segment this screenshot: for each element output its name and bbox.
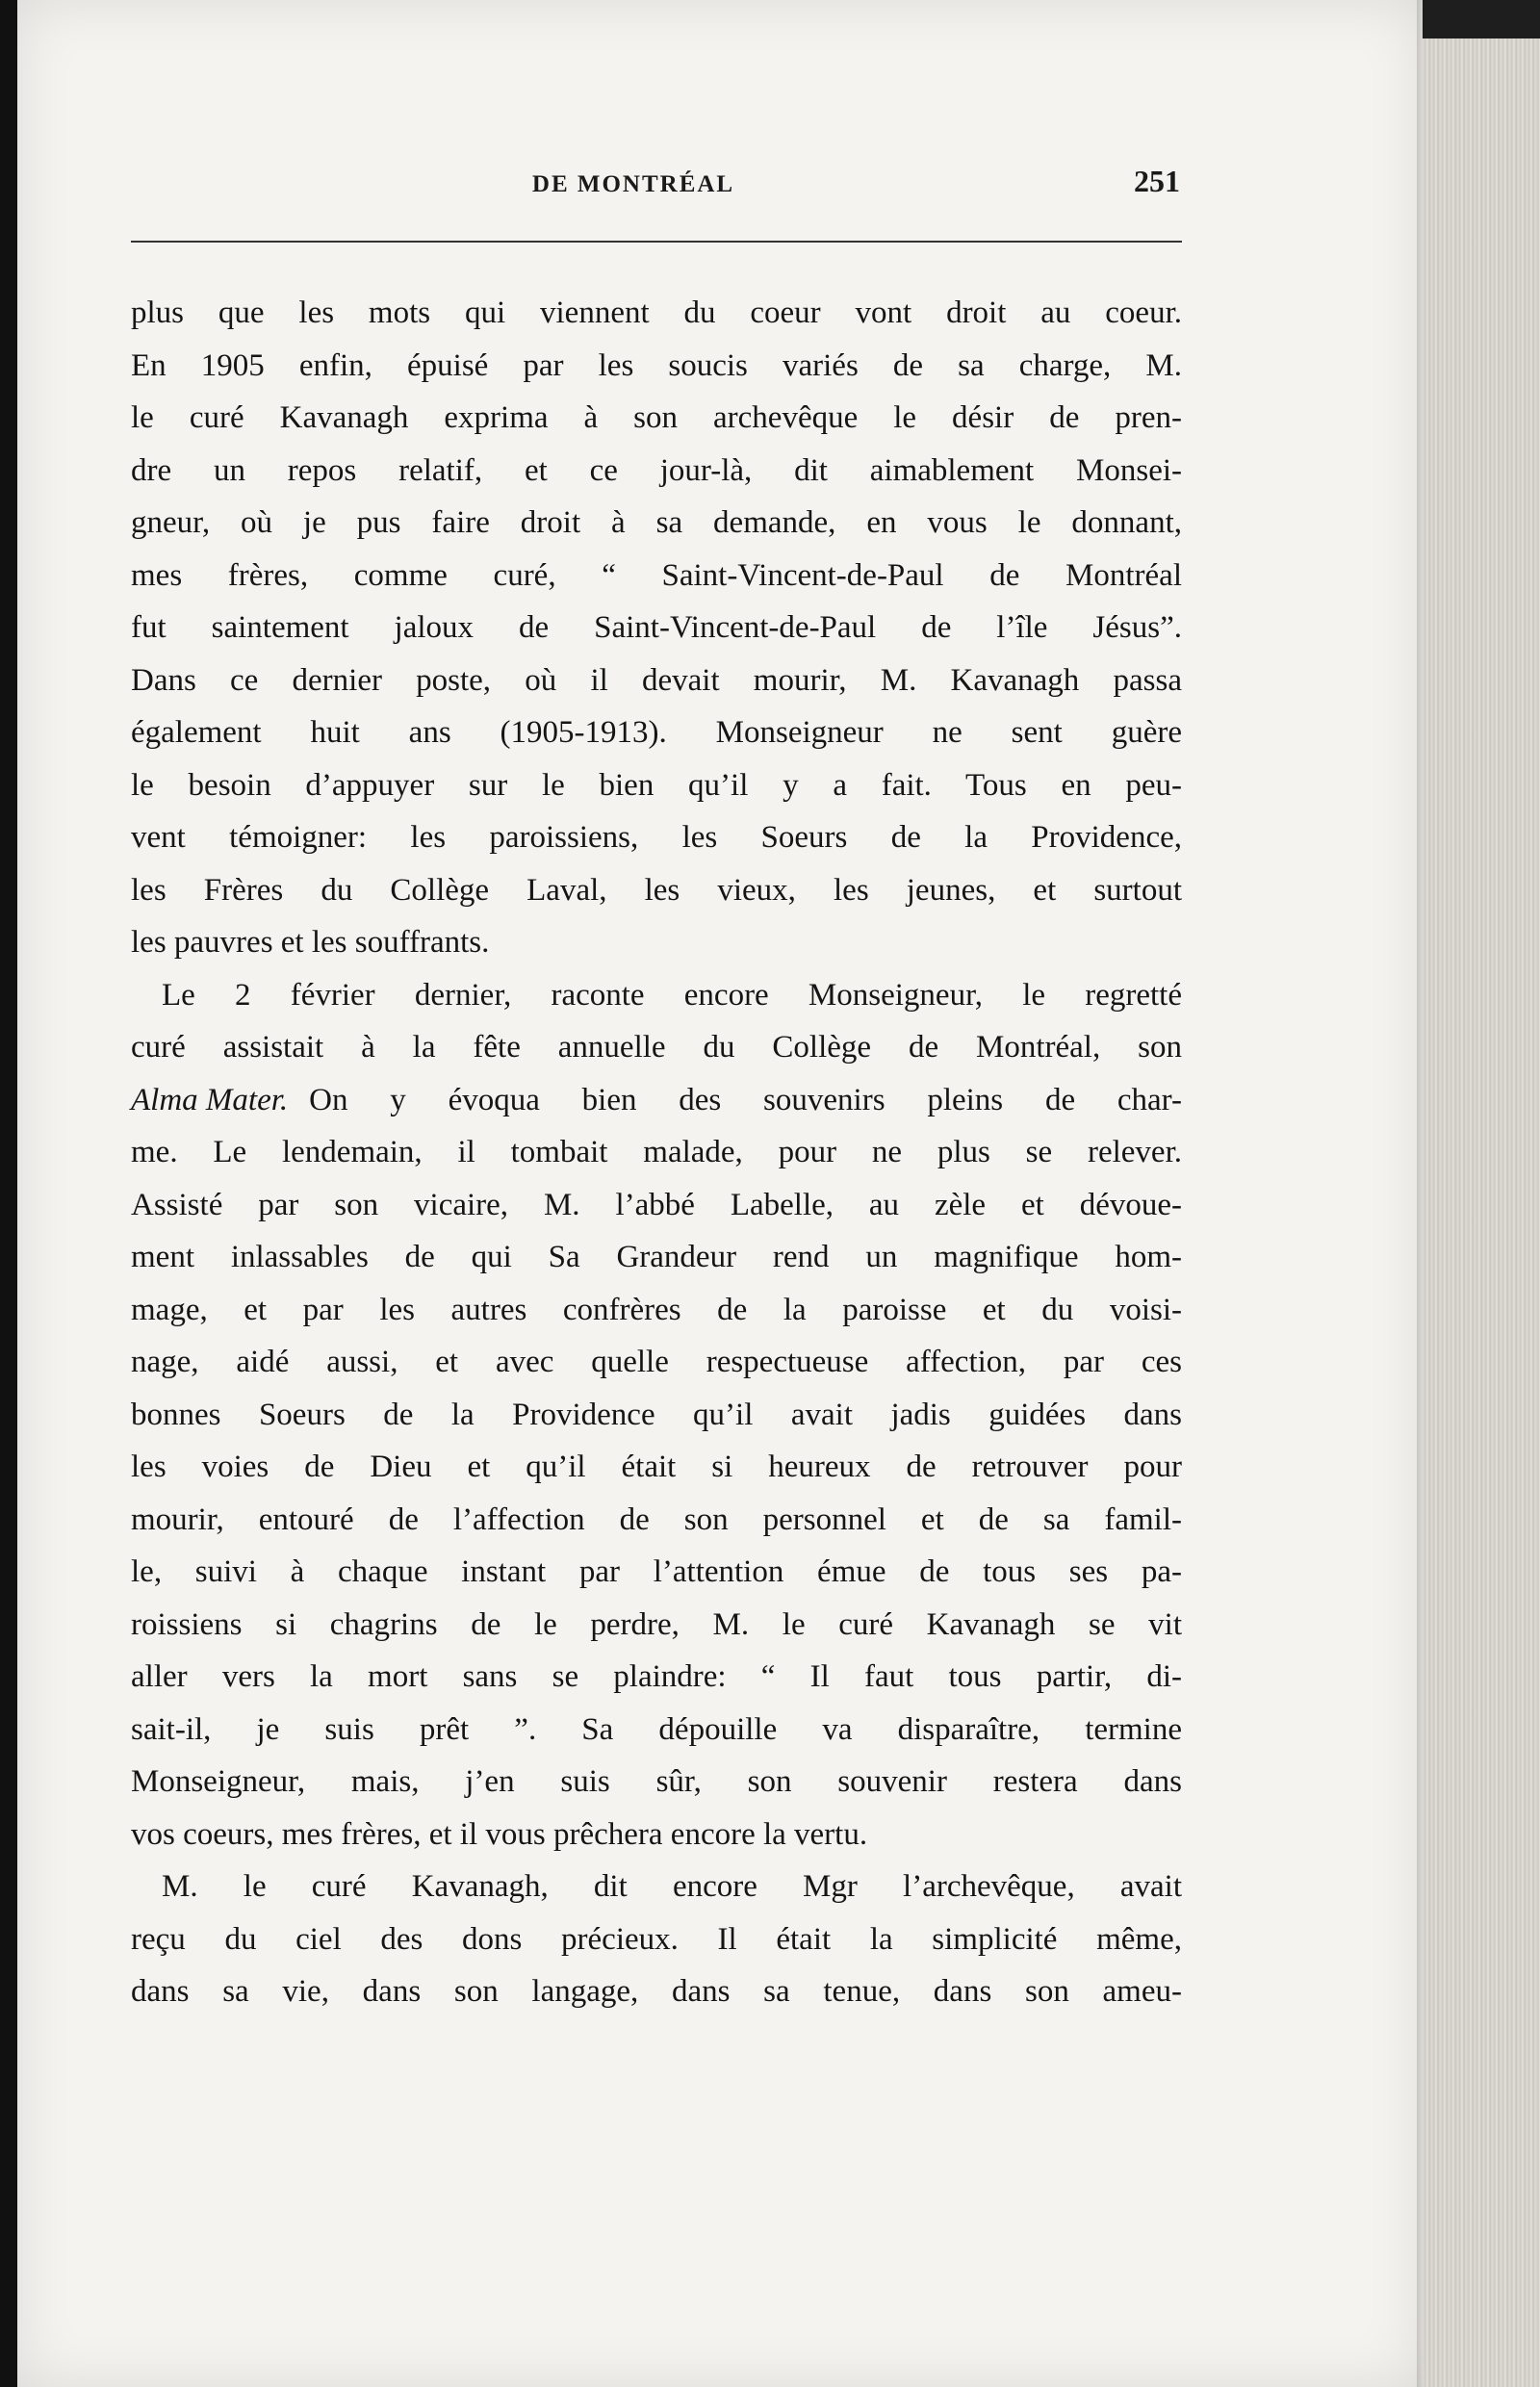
body-text bbox=[131, 287, 1182, 2018]
text-line: mourir, entouré de l’affection de son personnel et de sa famil- bbox=[131, 1502, 1182, 1537]
italic-title: Alma Mater. bbox=[131, 1082, 289, 1117]
text-line: bonnes Soeurs de la Providence qu’il avait jadis guidées dans bbox=[131, 1397, 1182, 1432]
book-page-edges bbox=[1423, 38, 1540, 2387]
text-line: sait-il, je suis prêt ”. Sa dépouille va disparaître, termine bbox=[131, 1711, 1182, 1747]
text-line: En 1905 enfin, épuisé par les soucis variés de sa charge, M. bbox=[131, 347, 1182, 383]
text-line: dans sa vie, dans son langage, dans sa tenue, dans son ameu- bbox=[131, 1974, 1182, 2009]
text-line: le besoin d’appuyer sur le bien qu’il y a fait. Tous en peu- bbox=[131, 767, 1182, 803]
text-line: le curé Kavanagh exprima à son archevêque le désir de pren- bbox=[131, 400, 1182, 435]
book-page bbox=[17, 0, 1423, 2387]
text-line: Dans ce dernier poste, où il devait mourir, M. Kavanagh passa bbox=[131, 662, 1182, 698]
text-line: vent témoigner: les paroissiens, les Soeurs de la Providence, bbox=[131, 820, 1182, 855]
text-line: vos coeurs, mes frères, et il vous prêchera encore la vertu. bbox=[131, 1816, 868, 1852]
running-head: DE MONTRÉAL bbox=[531, 171, 735, 197]
text-line: dre un repos relatif, et ce jour-là, dit aimablement Monsei- bbox=[131, 452, 1182, 488]
paragraph-start-line: Le 2 février dernier, raconte encore Monseigneur, le regretté bbox=[162, 977, 1182, 1013]
text-line: ment inlassables de qui Sa Grandeur rend un magnifique hom- bbox=[131, 1240, 1182, 1274]
page-number: 251 bbox=[1134, 164, 1180, 198]
text-line: curé assistait à la fête annuelle du Collège de Montréal, son bbox=[131, 1030, 1182, 1065]
text-line: reçu du ciel des dons précieux. Il était la simplicité même, bbox=[131, 1921, 1182, 1957]
text-line: Assisté par son vicaire, M. l’abbé Labelle, au zèle et dévoue- bbox=[131, 1187, 1182, 1222]
text-line: les Frères du Collège Laval, les vieux, les jeunes, et surtout bbox=[131, 872, 1182, 908]
text-line: me. Le lendemain, il tombait malade, pour ne plus se relever. bbox=[131, 1135, 1182, 1169]
paragraph-start-line: M. le curé Kavanagh, dit encore Mgr l’archevêque, avait bbox=[162, 1869, 1182, 1904]
text-line: Monseigneur, mais, j’en suis sûr, son souvenir restera dans bbox=[131, 1764, 1182, 1799]
text-line: mage, et par les autres confrères de la paroisse et du voisi- bbox=[131, 1292, 1182, 1327]
text-line-mixed bbox=[131, 1074, 1182, 1127]
text-line: les voies de Dieu et qu’il était si heureux de retrouver pour bbox=[131, 1450, 1182, 1484]
text-line: mes frères, comme curé, “ Saint-Vincent-de-Paul de Montréal bbox=[131, 557, 1182, 593]
text-line: aller vers la mort sans se plaindre: “ Il faut tous partir, di- bbox=[131, 1659, 1182, 1694]
header-rule bbox=[131, 241, 1182, 243]
text-line: les pauvres et les souffrants. bbox=[131, 925, 490, 960]
text-line: le, suivi à chaque instant par l’attention émue de tous ses pa- bbox=[131, 1554, 1182, 1589]
text-line: nage, aidé aussi, et avec quelle respectueuse affection, par ces bbox=[131, 1345, 1182, 1379]
text-line: gneur, où je pus faire droit à sa demande, en vous le donnant, bbox=[131, 505, 1182, 540]
text-line: fut saintement jaloux de Saint-Vincent-de-Paul de l’île Jésus”. bbox=[131, 610, 1182, 645]
text-line: roissiens si chagrins de le perdre, M. le curé Kavanagh se vit bbox=[131, 1606, 1182, 1642]
text-segment: On y évoqua bien des souvenirs pleins de char- bbox=[309, 1082, 1182, 1117]
text-line: plus que les mots qui viennent du coeur vont droit au coeur. bbox=[131, 295, 1182, 330]
text-line: également huit ans (1905-1913). Monseigneur ne sent guère bbox=[131, 715, 1182, 750]
